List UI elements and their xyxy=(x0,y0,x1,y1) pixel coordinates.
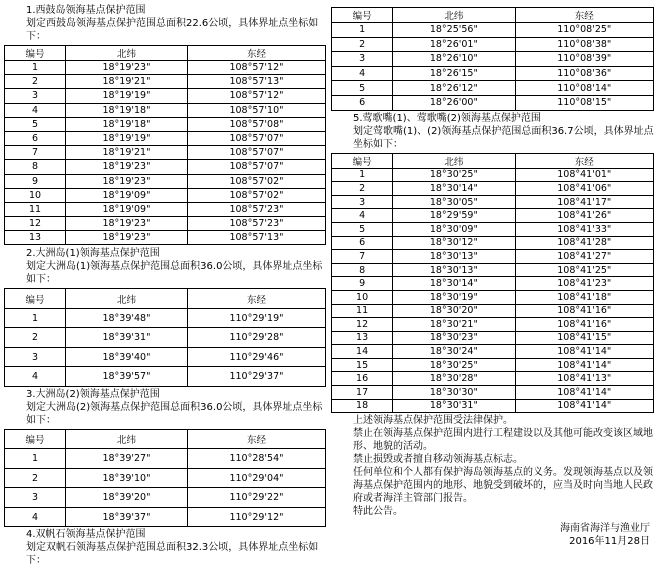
section-description: 划定大洲岛(1)领海基点保护范围总面积36.0公顷，具体界址点坐标如下： xyxy=(26,261,323,286)
table-row xyxy=(332,81,654,96)
latitude: 18°30'21" xyxy=(393,318,515,332)
table-row xyxy=(5,131,326,145)
table-row xyxy=(5,488,326,508)
point-number: 2 xyxy=(5,328,66,348)
longitude: 108°57'23" xyxy=(187,202,325,216)
longitude: 108°57'07" xyxy=(187,160,325,174)
table-row xyxy=(332,304,654,318)
column-header: 北纬 xyxy=(393,153,515,168)
latitude: 18°19'23" xyxy=(65,174,187,188)
point-number: 6 xyxy=(332,236,393,250)
latitude: 18°19'09" xyxy=(65,188,187,202)
table-row xyxy=(5,89,326,103)
latitude: 18°26'10" xyxy=(393,52,515,67)
point-number: 13 xyxy=(5,231,66,245)
longitude: 108°41'25" xyxy=(515,263,653,277)
longitude: 110°29'28" xyxy=(187,328,325,348)
point-number: 1 xyxy=(5,449,66,469)
latitude: 18°19'09" xyxy=(65,202,187,216)
latitude: 18°30'13" xyxy=(393,263,515,277)
longitude: 108°57'23" xyxy=(187,217,325,231)
latitude: 18°26'15" xyxy=(393,66,515,81)
latitude: 18°19'21" xyxy=(65,75,187,89)
latitude: 18°30'13" xyxy=(393,250,515,264)
column-header: 编号 xyxy=(332,153,393,168)
column-header: 编号 xyxy=(332,8,393,23)
table-row xyxy=(332,168,654,182)
table-row xyxy=(5,449,326,469)
longitude: 108°41'06" xyxy=(515,182,653,196)
table-row xyxy=(5,61,326,75)
coordinate-table xyxy=(331,7,654,111)
latitude: 18°26'01" xyxy=(393,37,515,52)
table-header-row xyxy=(332,153,654,168)
point-number: 12 xyxy=(5,217,66,231)
point-number: 10 xyxy=(5,188,66,202)
table-row xyxy=(332,182,654,196)
latitude: 18°19'21" xyxy=(65,146,187,160)
longitude: 110°29'37" xyxy=(187,367,325,387)
point-number: 4 xyxy=(332,66,393,81)
point-number: 11 xyxy=(5,202,66,216)
table-row xyxy=(332,95,654,110)
longitude: 108°41'27" xyxy=(515,250,653,264)
table-row xyxy=(332,372,654,386)
longitude: 108°57'08" xyxy=(187,117,325,131)
point-number: 8 xyxy=(332,263,393,277)
latitude: 18°30'20" xyxy=(393,304,515,318)
longitude: 108°57'12" xyxy=(187,61,325,75)
point-number: 4 xyxy=(5,103,66,117)
longitude: 108°57'13" xyxy=(187,231,325,245)
longitude: 110°29'04" xyxy=(187,468,325,488)
column-header: 东经 xyxy=(515,153,653,168)
table-row xyxy=(332,386,654,400)
point-number: 1 xyxy=(5,61,66,75)
column-header: 编号 xyxy=(5,46,66,61)
point-number: 12 xyxy=(332,318,393,332)
table-row xyxy=(332,37,654,52)
latitude: 18°19'23" xyxy=(65,160,187,174)
point-number: 3 xyxy=(5,488,66,508)
table-row xyxy=(332,358,654,372)
longitude: 108°41'18" xyxy=(515,290,653,304)
longitude: 108°57'07" xyxy=(187,146,325,160)
table-row xyxy=(5,188,326,202)
table-row xyxy=(332,222,654,236)
closing-paragraph: 上述领海基点保护范围受法律保护。 xyxy=(353,415,513,427)
latitude: 18°19'19" xyxy=(65,89,187,103)
longitude: 108°41'14" xyxy=(515,358,653,372)
point-number: 8 xyxy=(5,160,66,174)
table-row xyxy=(5,367,326,387)
longitude: 110°29'19" xyxy=(187,308,325,328)
longitude: 108°41'26" xyxy=(515,209,653,223)
table-row xyxy=(5,160,326,174)
latitude: 18°30'05" xyxy=(393,195,515,209)
longitude: 108°41'15" xyxy=(515,331,653,345)
table-row xyxy=(5,468,326,488)
column-header: 北纬 xyxy=(65,289,187,309)
table-row xyxy=(5,117,326,131)
column-header: 东经 xyxy=(187,289,325,309)
point-number: 10 xyxy=(332,290,393,304)
point-number: 18 xyxy=(332,399,393,413)
longitude: 108°41'14" xyxy=(515,345,653,359)
issue-date: 2016年11月28日 xyxy=(569,536,650,548)
longitude: 110°08'25" xyxy=(515,23,653,38)
latitude: 18°19'23" xyxy=(65,61,187,75)
point-number: 5 xyxy=(332,81,393,96)
longitude: 110°08'14" xyxy=(515,81,653,96)
column-header: 北纬 xyxy=(393,8,515,23)
table-row xyxy=(5,75,326,89)
point-number: 7 xyxy=(332,250,393,264)
point-number: 6 xyxy=(5,131,66,145)
longitude: 108°57'02" xyxy=(187,174,325,188)
point-number: 5 xyxy=(5,117,66,131)
closing-paragraph: 任何单位和个人都有保护海岛领海基点的义务。发现领海基点以及领海基点保护范围内的地形、地貌受到破坏的，应当及时向当地人民政府或者海洋主管部门报告。 xyxy=(353,467,653,505)
table-row xyxy=(332,236,654,250)
point-number: 15 xyxy=(332,358,393,372)
longitude: 108°57'02" xyxy=(187,188,325,202)
table-row xyxy=(5,146,326,160)
latitude: 18°26'12" xyxy=(393,81,515,96)
point-number: 5 xyxy=(332,222,393,236)
latitude: 18°30'23" xyxy=(393,331,515,345)
point-number: 1 xyxy=(5,308,66,328)
coordinate-table xyxy=(331,153,654,414)
point-number: 3 xyxy=(332,52,393,67)
table-row xyxy=(332,290,654,304)
closing-paragraph: 禁止损毁或者擅自移动领海基点标志。 xyxy=(353,454,523,466)
point-number: 7 xyxy=(5,146,66,160)
closing-paragraph: 特此公告。 xyxy=(353,506,403,518)
latitude: 18°26'00" xyxy=(393,95,515,110)
table-row xyxy=(332,263,654,277)
point-number: 2 xyxy=(5,75,66,89)
point-number: 1 xyxy=(332,168,393,182)
table-row xyxy=(332,277,654,291)
latitude: 18°39'40" xyxy=(65,347,187,367)
point-number: 4 xyxy=(332,209,393,223)
section-description: 划定大洲岛(2)领海基点保护范围总面积36.0公顷，具体界址点坐标如下： xyxy=(26,401,323,426)
section-title: 4.双帆石领海基点保护范围 xyxy=(26,529,146,541)
closing-text xyxy=(331,414,654,548)
table-row xyxy=(5,231,326,245)
table-header-row xyxy=(5,429,326,449)
longitude: 110°08'39" xyxy=(515,52,653,67)
section-title: 3.大洲岛(2)领海基点保护范围 xyxy=(26,388,160,400)
coordinate-table xyxy=(4,429,326,528)
longitude: 108°41'28" xyxy=(515,236,653,250)
table-row xyxy=(332,52,654,67)
longitude: 108°41'16" xyxy=(515,318,653,332)
longitude: 110°29'46" xyxy=(187,347,325,367)
latitude: 18°30'24" xyxy=(393,345,515,359)
longitude: 108°41'01" xyxy=(515,168,653,182)
right-column xyxy=(331,0,654,548)
longitude: 110°29'12" xyxy=(187,507,325,527)
longitude: 108°41'23" xyxy=(515,277,653,291)
table-row xyxy=(5,507,326,527)
section-title: 5.莺歌嘴(1)、莺歌嘴(2)领海基点保护范围 xyxy=(353,112,541,124)
section-description: 划定双帆石领海基点保护范围总面积32.3公顷，具体界址点坐标如下： xyxy=(26,542,319,567)
point-number: 4 xyxy=(5,367,66,387)
latitude: 18°30'25" xyxy=(393,168,515,182)
point-number: 2 xyxy=(5,468,66,488)
longitude: 108°57'12" xyxy=(187,89,325,103)
table-header-row xyxy=(5,289,326,309)
longitude: 108°57'07" xyxy=(187,131,325,145)
longitude: 108°41'17" xyxy=(515,195,653,209)
table-header-row xyxy=(332,8,654,23)
latitude: 18°39'31" xyxy=(65,328,187,348)
coordinate-table xyxy=(4,288,326,387)
column-header: 东经 xyxy=(515,8,653,23)
point-number: 4 xyxy=(5,507,66,527)
point-number: 14 xyxy=(332,345,393,359)
point-number: 17 xyxy=(332,386,393,400)
latitude: 18°19'23" xyxy=(65,231,187,245)
table-row xyxy=(332,331,654,345)
longitude: 108°57'13" xyxy=(187,75,325,89)
left-column xyxy=(4,0,326,567)
longitude: 108°57'10" xyxy=(187,103,325,117)
latitude: 18°39'48" xyxy=(65,308,187,328)
issuing-organization: 海南省海洋与渔业厅 xyxy=(560,523,650,535)
latitude: 18°19'18" xyxy=(65,117,187,131)
table-row xyxy=(332,318,654,332)
latitude: 18°30'14" xyxy=(393,182,515,196)
latitude: 18°30'25" xyxy=(393,358,515,372)
table-row xyxy=(5,308,326,328)
latitude: 18°39'37" xyxy=(65,507,187,527)
point-number: 2 xyxy=(332,182,393,196)
latitude: 18°30'28" xyxy=(393,372,515,386)
longitude: 108°41'16" xyxy=(515,304,653,318)
section-title: 1.西鼓岛领海基点保护范围 xyxy=(26,5,146,16)
point-number: 9 xyxy=(5,174,66,188)
longitude: 110°08'36" xyxy=(515,66,653,81)
table-row xyxy=(5,347,326,367)
latitude: 18°39'20" xyxy=(65,488,187,508)
point-number: 9 xyxy=(332,277,393,291)
latitude: 18°19'19" xyxy=(65,131,187,145)
longitude: 108°41'13" xyxy=(515,372,653,386)
longitude: 110°08'15" xyxy=(515,95,653,110)
column-header: 编号 xyxy=(5,289,66,309)
table-row xyxy=(5,103,326,117)
latitude: 18°19'23" xyxy=(65,217,187,231)
latitude: 18°39'10" xyxy=(65,468,187,488)
point-number: 2 xyxy=(332,37,393,52)
closing-paragraph: 禁止在领海基点保护范围内进行工程建设以及其他可能改变该区域地形、地貌的活动。 xyxy=(353,428,653,453)
table-row xyxy=(5,202,326,216)
latitude: 18°30'09" xyxy=(393,222,515,236)
section-description: 划定西鼓岛领海基点保护范围总面积22.6公顷，具体界址点坐标如下： xyxy=(26,18,319,42)
column-header: 北纬 xyxy=(65,429,187,449)
coordinate-table xyxy=(4,45,326,245)
table-row xyxy=(332,195,654,209)
section-description: 划定莺歌嘴(1)、(2)领海基点保护范围总面积36.7公顷，具体界址点坐标如下： xyxy=(353,125,654,150)
table-row xyxy=(332,345,654,359)
table-row xyxy=(5,328,326,348)
table-row xyxy=(332,66,654,81)
latitude: 18°30'14" xyxy=(393,277,515,291)
table-header-row xyxy=(5,46,326,61)
section-title: 2.大洲岛(1)领海基点保护范围 xyxy=(26,248,160,260)
table-row xyxy=(5,174,326,188)
latitude: 18°30'19" xyxy=(393,290,515,304)
column-header: 东经 xyxy=(187,429,325,449)
latitude: 18°39'57" xyxy=(65,367,187,387)
point-number: 6 xyxy=(332,95,393,110)
longitude: 110°08'38" xyxy=(515,37,653,52)
point-number: 13 xyxy=(332,331,393,345)
longitude: 108°41'14" xyxy=(515,399,653,413)
longitude: 108°41'14" xyxy=(515,386,653,400)
point-number: 3 xyxy=(5,89,66,103)
table-row xyxy=(332,250,654,264)
point-number: 1 xyxy=(332,23,393,38)
latitude: 18°30'30" xyxy=(393,386,515,400)
longitude: 110°29'22" xyxy=(187,488,325,508)
column-header: 北纬 xyxy=(65,46,187,61)
point-number: 16 xyxy=(332,372,393,386)
column-header: 东经 xyxy=(187,46,325,61)
latitude: 18°25'56" xyxy=(393,23,515,38)
column-header: 编号 xyxy=(5,429,66,449)
longitude: 108°41'33" xyxy=(515,222,653,236)
latitude: 18°30'31" xyxy=(393,399,515,413)
point-number: 3 xyxy=(5,347,66,367)
latitude: 18°29'59" xyxy=(393,209,515,223)
latitude: 18°19'18" xyxy=(65,103,187,117)
table-row xyxy=(332,23,654,38)
table-row xyxy=(332,399,654,413)
point-number: 11 xyxy=(332,304,393,318)
latitude: 18°30'12" xyxy=(393,236,515,250)
point-number: 3 xyxy=(332,195,393,209)
latitude: 18°39'27" xyxy=(65,449,187,469)
table-row xyxy=(332,209,654,223)
table-row xyxy=(5,217,326,231)
longitude: 110°28'54" xyxy=(187,449,325,469)
